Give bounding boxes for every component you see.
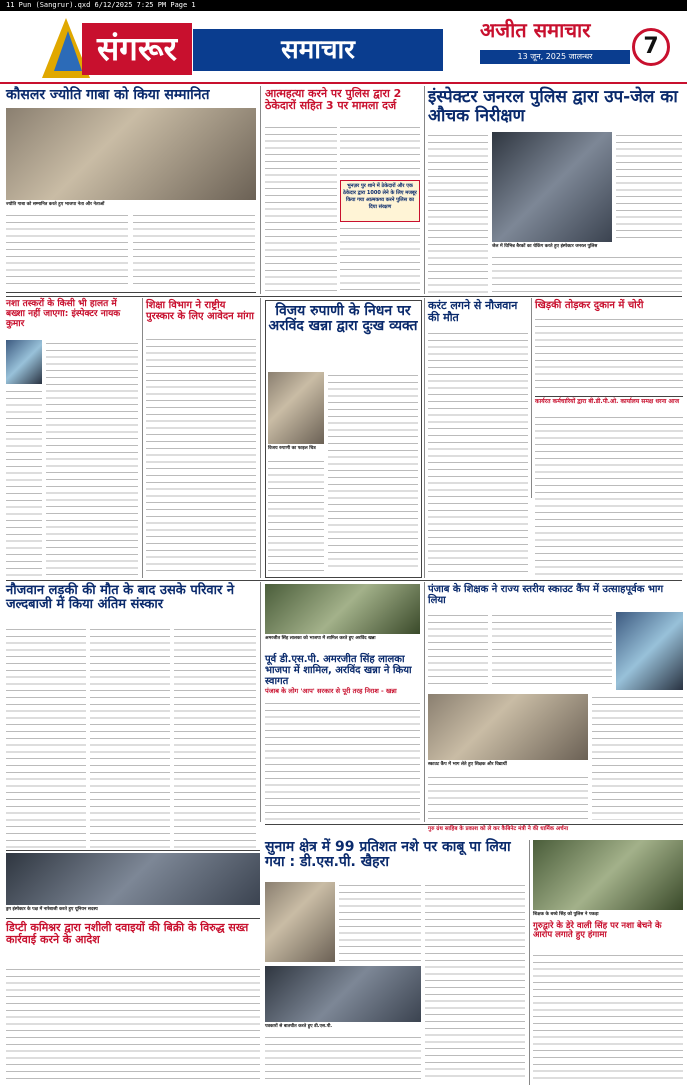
story-photo [533,840,683,910]
photo-caption: शिक्षक के बच्चे सिंह को पुलिस ने पकड़ा [533,912,599,917]
story-headline: आत्महत्या करने पर पुलिस द्वारा 2 ठेकेदारों सहित 3 पर मामला दर्ज [265,87,402,113]
story-body [592,694,683,820]
story-headline: नौजवान लड़की की मौत के बाद उसके परिवार ने जल्दबाजी में किया अंतिम संस्कार [6,583,235,613]
story-headline: खिड़की तोड़कर दुकान में चोरी [535,300,644,311]
story-body [6,212,128,290]
story-headline: करंट लगने से नौजवान की मौत [428,299,518,325]
story-body [146,336,256,576]
story-body [265,700,420,820]
story-body [328,372,418,572]
story-body [428,774,588,820]
photo-caption: जेल में विभिन्न बैरकों का चेकिंग करते हुए इंस्पेक्टर जनरल पुलिस [492,244,598,249]
section-title-part2: समाचार [193,29,443,71]
newspaper-name: अजीत समाचार [480,18,591,42]
story-photo [6,108,256,200]
story-body [133,212,255,290]
photo-caption: पत्रकारों से बातचीत करते हुए डी.एस.पी. [265,1024,333,1029]
photo-caption: स्काउट कैंप में भाग लेते हुए शिक्षक और विद्यार्थी [428,762,507,767]
story-photo [616,612,683,690]
story-body [535,414,683,576]
story-photo [265,966,421,1022]
photo-caption: ज्योति गाबा को सम्मानित करते हुए भाजपा नेता और नेताओं [6,202,105,207]
story-body [90,626,170,848]
flag-decoration-icon [54,31,82,71]
story-body [6,626,86,848]
story-headline: डिप्टी कमिश्नर द्वारा नशीली दवाइयों की बिक्री के विरुद्ध सख्त कार्रवाई करने के आदेश [6,921,249,947]
story-photo [6,340,42,384]
story-photo [428,694,588,760]
story-headline: सुनाम क्षेत्र में 99 प्रतिशत नशे पर काबू पा लिया गया : डी.एस.पी. खैहरा [265,839,511,871]
page-number: 7 [632,28,670,66]
story-headline: विजय रुपाणी के निधन पर अरविंद खन्ना द्वारा दुःख व्यक्त [268,303,418,335]
story-body [492,254,682,294]
story-headline: इंस्पेक्टर जनरल पुलिस द्वारा उप-जेल का औचक निरीक्षण [428,87,678,126]
story-photo [265,584,420,634]
story-photo [265,882,335,962]
photo-caption: अमरजीत सिंह लालका को भाजपा में शामिल करते हुए अरविंद खन्ना [265,636,376,641]
story-body [428,330,528,576]
story-body [535,316,683,394]
section-title-part1: संगरूर [82,23,192,75]
masthead [0,11,687,81]
story-body [340,124,420,178]
story-headline: कार्यरत कर्मचारियों द्वारा बी.डी.पी.ओ. कार्यालय समक्ष धरना आज [535,398,680,405]
story-body [533,952,683,1082]
story-body [268,458,324,572]
story-body [425,882,525,1082]
brand-block [480,16,680,78]
story-headline: शिक्षा विभाग ने राष्ट्रीय पुरस्कार के लिए आवेदन मांगा [146,300,254,322]
photo-caption: विजय रुपाणी का फाइल चित्र [268,446,316,451]
story-body [340,225,420,292]
story-body [6,388,42,576]
story-headline: कौसलर ज्योति गाबा को किया सम्मानित [6,87,210,103]
print-slug: 11 Pun (Sangrur).qxd 6/12/2025 7:25 PM Page 1 [0,0,687,11]
story-subheadline: पंजाब के लोग 'आप' सरकार से पूरी तरह निराश - खन्ना [265,687,397,695]
story-body [265,1034,421,1082]
story-body [428,612,488,690]
edition-date: 13 जून, 2025 जालन्धर [480,50,630,64]
story-body [46,340,138,576]
story-highlight: भुनज़र पुर शाने में ठेकेदारों और एक ठेकेदार द्वारा 1000 लेने के लिए मजबूर किया गया आत्मकथ्य करने पुलिस का दिया संरक्षण [340,180,420,222]
photo-caption: ड्रग इंस्पेक्टर के पक्ष में नारेबाजी करते हुए यूनियन सदस्य [6,907,98,912]
story-body [265,124,337,292]
story-headline: गुरुद्वारे के डेरे वाली सिंह पर नशा बेचने के आरोप लगाते हुए हंगामा [533,921,662,941]
story-photo [268,372,324,444]
story-body [174,626,256,848]
story-headline: पंजाब के शिक्षक ने राज्य स्तरीय स्काउट कैंप में उत्साहपूर्वक भाग लिया [428,584,664,606]
story-body [616,132,682,242]
story-headline: गुरु ग्रंथ साहिब के प्रकाश को ले कर कैबिनेट मंत्री ने की धार्मिक अर्चना [428,826,569,832]
story-body [492,612,612,690]
story-body [428,132,488,294]
story-photo [6,853,260,905]
story-body [6,966,260,1082]
story-photo [492,132,612,242]
story-headline: पूर्व डी.एस.पी. अमरजीत सिंह लालका भाजपा में शामिल, अरविंद खन्ना ने किया स्वागत [265,654,412,687]
story-headline: नशा तस्करों के किसी भी हालत में बख्शा नहीं जाएगा: इंस्पेक्टर नायक कुमार [6,299,121,329]
